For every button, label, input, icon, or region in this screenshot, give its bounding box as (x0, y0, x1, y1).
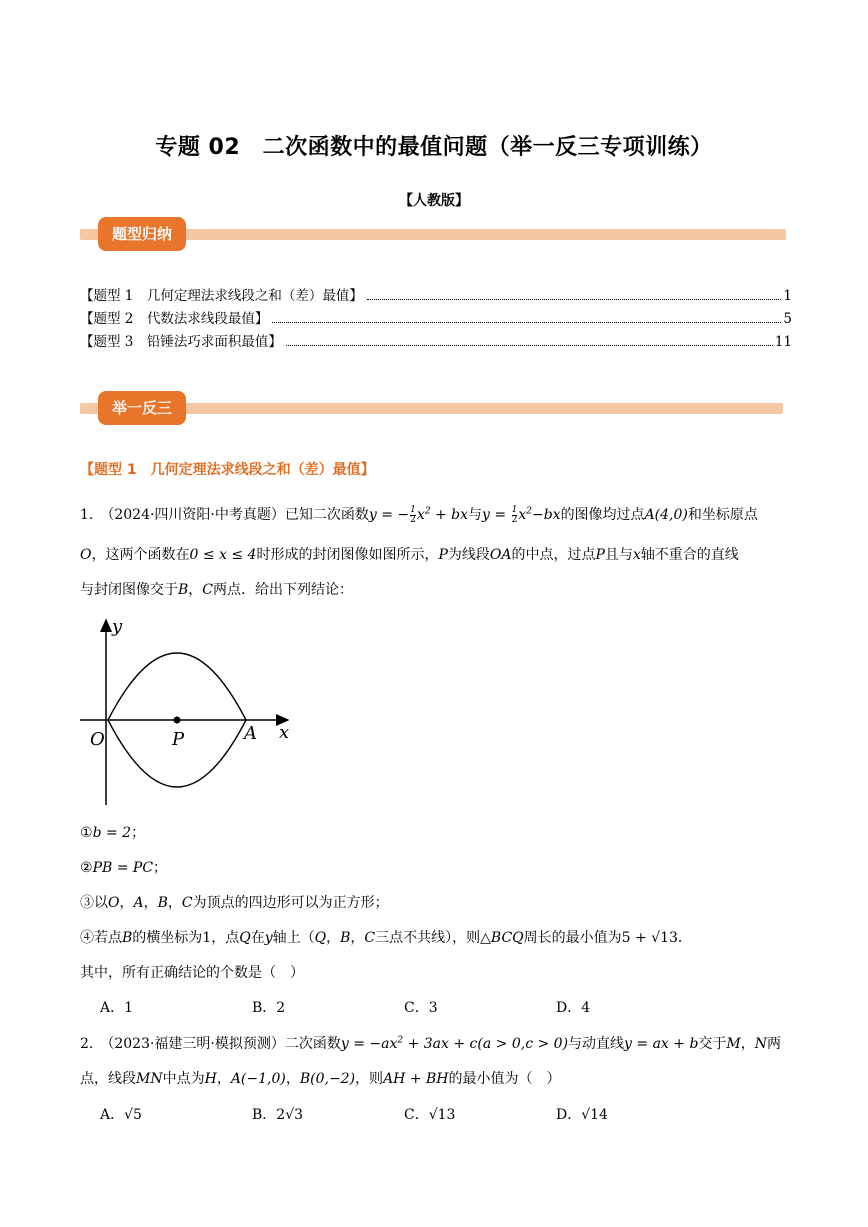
q1-text: 已知二次函数 (284, 507, 369, 523)
conclusion-1 (80, 822, 145, 842)
c-math: Q (239, 930, 251, 946)
q1-text: 和坐标原点 (687, 507, 758, 523)
page-title: 专题 02 二次函数中的最值问题（举一反三专项训练） (155, 135, 713, 160)
q1-line3: 与封闭图像交于B，C两点．给出下列结论： (80, 582, 354, 598)
c-num: ① (80, 825, 93, 841)
math-o: O (80, 547, 92, 563)
conclusion-3: ③以O，A，B，C为顶点的四边形可以为正方形； (80, 895, 389, 911)
q1-text: 与封闭图像交于 (80, 582, 178, 598)
option-a[interactable]: A．√5 (100, 1107, 142, 1123)
c-text: 三点不共线），则△ (375, 930, 491, 946)
toc-item-2[interactable] (80, 307, 792, 327)
math-n: N (754, 1036, 767, 1052)
q1-text: ，这两个函数在 (91, 547, 190, 563)
option-b[interactable]: B．2√3 (252, 1107, 304, 1123)
p-label: P (172, 729, 185, 750)
q1-func1: y = − $\frac{1}{2}$ $x^2$ + bx (368, 504, 469, 525)
toc-label: 【题型 2 代数法求线段最值】 (80, 311, 269, 327)
q2-line2: 点，线段MN中点为H，A(−1,0)，B(0,−2)，则AH + BH的最小值为（ ） (80, 1071, 561, 1087)
tab-practice: 举一反三 (98, 391, 186, 425)
function-graph (72, 612, 302, 812)
c-math: Q (314, 930, 327, 946)
q1-func2: y = $\frac{1}{2}$ $x^2-bx$ (482, 504, 561, 525)
c-math: B (340, 930, 351, 946)
toc-label: 【题型 3 铅锤法巧求面积最值】 (80, 334, 282, 350)
edition-label: 【人教版】 (399, 193, 469, 209)
math-mn: M (726, 1036, 741, 1052)
math-oa: OA (489, 547, 512, 563)
x-axis-label: x (279, 722, 290, 743)
q2-func: $y = -ax^2 + 3ax + c(a > 0,c > 0)$ (340, 1035, 569, 1052)
toc-page: 5 (783, 311, 792, 327)
q1-line2 (80, 544, 739, 564)
q2-text: 与动直线 (568, 1036, 625, 1052)
q1-text: 与 (468, 507, 483, 523)
c-end: ； (153, 860, 168, 876)
q2-text: 中点为 (162, 1071, 205, 1087)
q1-line1 (80, 504, 758, 525)
origin-label: O (90, 729, 105, 750)
y-axis-label: y (112, 616, 123, 637)
c-math: b = 2 (92, 825, 132, 841)
q1-text: 轴不重合的直线 (640, 547, 739, 563)
c-num: ② (80, 860, 93, 876)
math-bc: B (178, 582, 189, 598)
option-b[interactable]: B．2 (252, 1000, 286, 1016)
toc-leader (272, 322, 781, 323)
option-c[interactable]: C．√13 (404, 1107, 456, 1123)
math-c: C (202, 582, 214, 598)
math-h: H (204, 1071, 217, 1087)
c-math: O (108, 895, 120, 911)
c-math: B (122, 930, 133, 946)
c-math: C (181, 895, 193, 911)
math-a: A(−1,0) (230, 1071, 286, 1087)
c-text: 在 (250, 930, 265, 946)
c-num: ④若点 (80, 930, 122, 946)
math-x: x (632, 547, 641, 563)
conclusion-2 (80, 857, 167, 877)
math-b: B(0,−2) (299, 1071, 356, 1087)
q1-text: 的中点，过点 (511, 547, 596, 563)
q1-point-a: A(4,0) (644, 507, 688, 523)
math-mn: MN (136, 1071, 163, 1087)
q2-text: 二次函数 (284, 1036, 341, 1052)
q1-ask: 其中，所有正确结论的个数是（ ） (80, 965, 304, 981)
toc-leader (367, 299, 782, 300)
c-math: PB = PC (92, 860, 154, 876)
toc-label: 【题型 1 几何定理法求线段之和（差）最值】 (80, 288, 363, 304)
conclusion-4: ④若点B的横坐标为1，点Q在y轴上（Q，B，C三点不共线），则△BCQ周长的最小值为5 + √13． (80, 930, 692, 946)
q2-text: 交于 (698, 1036, 727, 1052)
q1-text: 为线段 (447, 547, 490, 563)
option-c[interactable]: C．3 (404, 1000, 438, 1016)
c-math: C (364, 930, 376, 946)
q1-text: 的图像均过点 (560, 507, 645, 523)
option-a[interactable]: A．1 (100, 1000, 134, 1016)
c-math: y (264, 930, 273, 946)
toc-item-1[interactable] (80, 284, 792, 304)
q1-options (100, 997, 708, 1017)
c-num: ③以 (80, 895, 108, 911)
toc-page: 1 (783, 288, 792, 304)
q2-text: 点，线段 (80, 1071, 136, 1087)
toc-page: 11 (774, 334, 792, 350)
point-p (174, 717, 181, 724)
math-ah-bh: AH + BH (383, 1071, 449, 1087)
q2-text: ，则 (355, 1071, 384, 1087)
a-label: A (244, 723, 257, 744)
toc-item-3[interactable] (80, 330, 792, 350)
option-d[interactable]: D．4 (556, 1000, 591, 1016)
c-math: A (133, 895, 144, 911)
q2-options (100, 1104, 708, 1124)
q1-source: 1. （2024·四川资阳·中考真题） (80, 507, 285, 523)
q2-text: ， (216, 1071, 231, 1087)
c-text: 的横坐标为1，点 (132, 930, 240, 946)
section-heading-type1: 【题型 1 几何定理法求线段之和（差）最值】 (80, 462, 375, 478)
math-p: P (438, 547, 448, 563)
option-d[interactable]: D．√14 (556, 1107, 608, 1123)
q2-line1: 2. （2023·福建三明·模拟预测）二次函数$y = -ax^2 + 3ax + c(a > 0,c > 0)$与动直线y = ax + b交于M，N两 (80, 1035, 781, 1052)
q1-range: 0 ≤ x ≤ 4 (189, 547, 257, 563)
toc-leader (286, 345, 773, 346)
q2-text: 两 (767, 1036, 781, 1052)
c-math: B (157, 895, 168, 911)
c-math: BCQ (490, 930, 524, 946)
tab-summary: 题型归纳 (98, 217, 186, 251)
q2-source: 2. （2023·福建三明·模拟预测） (80, 1036, 285, 1052)
q1-text: 时形成的封闭图像如图所示， (256, 547, 439, 563)
q2-line-eq: y = ax + b (624, 1036, 699, 1052)
c-end: ； (131, 825, 146, 841)
q1-text: 两点．给出下列结论： (213, 582, 354, 598)
math-p: P (595, 547, 605, 563)
upper-parabola (108, 653, 246, 720)
q2-text: 的最小值为（ ） (448, 1071, 561, 1087)
c-text: 周长的最小值为5 + √13． (523, 930, 692, 946)
c-text: 为顶点的四边形可以为正方形； (192, 895, 389, 911)
q1-text: 且与 (604, 547, 633, 563)
c-text: 轴上（ (272, 930, 315, 946)
